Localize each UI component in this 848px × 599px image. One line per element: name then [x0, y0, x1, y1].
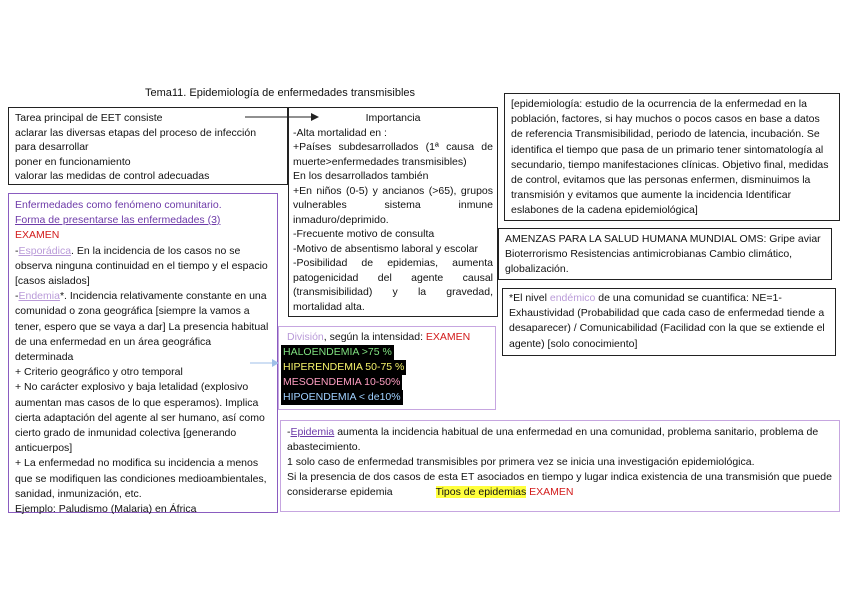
epidemic-definition [287, 425, 833, 455]
endemic-level-box [502, 288, 836, 356]
threats-box [498, 228, 832, 280]
epidemic-types-label: Tipos de epidemias [435, 486, 527, 498]
epidemiology-box [504, 93, 840, 221]
importance-line: +En niños (0-5) y ancianos (>65), grupos vulnerables sistema inmune inmaduro/deprimido. [293, 184, 493, 226]
exam-label: EXAMEN [15, 229, 60, 242]
community-subheading: Forma de presentarse las enfermedades (3) [15, 214, 221, 227]
importance-box [288, 107, 498, 317]
page-title: Tema11. Epidemiología de enfermedades transmisibles [144, 87, 416, 99]
community-bullet: + No carácter explosivo y baja letalidad (explosivo aumentan mas casos de lo que esperamos). Implica cierta adaptación del agente al ser humano, así como cierto grado de inmunidad colectiva [generando anticuerpos] [15, 381, 265, 455]
eet-line: valorar las medidas de control adecuadas [15, 170, 210, 182]
importance-line: -Motivo de absentismo laboral y escolar [293, 242, 479, 255]
community-box [8, 193, 278, 516]
epidemic-dash: - [287, 426, 291, 438]
division-keyword: División [287, 331, 324, 343]
hiperendemia-label: HIPERENDEMIA 50-75 % [283, 361, 405, 373]
community-bullet: + Criterio geográfico y otro temporal [15, 366, 183, 379]
endemic-text: *. Incidencia relativamente constante en una comunidad o zona geográfica [siempre la vamos a tener, espero que se vaya a dar] La presencia habitual de una enfermedad en un área geográfica determinada [15, 290, 269, 364]
community-heading: Enfermedades como fenómeno comunitario. [15, 199, 222, 211]
endemic-keyword: Endemia [18, 290, 60, 303]
endemic-level-prefix: *El nivel [509, 292, 550, 304]
endemic-paragraph [15, 289, 271, 365]
division-heading [281, 330, 493, 345]
importance-heading: Importancia [365, 112, 421, 124]
eet-line: poner en funcionamiento [15, 155, 131, 168]
eet-line: para desarrollar [15, 141, 89, 153]
threats-text: AMENZAS PARA LA SALUD HUMANA MUNDIAL OMS: Gripe aviar Bioterrorismo Resistencias antimicrobianas Cambio climático, globalización. [505, 233, 821, 275]
sporadic-dash: - [15, 244, 19, 257]
importance-line: En los desarrollados también [293, 170, 429, 182]
epidemic-text: aumenta la incidencia habitual de una enfermedad en una comunidad, problema sanitario, problema de abastecimiento. [287, 426, 819, 453]
arrow-icon [250, 357, 280, 369]
community-example: Ejemplo: Paludismo (Malaria) en África [15, 503, 197, 516]
division-text: , según la intensidad: [323, 331, 426, 343]
hipoendemia-label: HIPOENDEMIA < de10% [283, 391, 401, 403]
endemic-level-keyword: endémico [549, 292, 596, 304]
mesoendemia-label: MESOENDEMIA 10-50% [283, 376, 401, 388]
importance-line: -Frecuente motivo de consulta [293, 228, 435, 240]
exam-label: EXAMEN [529, 486, 574, 498]
epidemic-box [280, 420, 840, 512]
epidemic-line [287, 470, 833, 500]
epidemiology-text: [epidemiología: estudio de la ocurrencia de la enfermedad en la población, factores, si hay muchos o pocos casos en base a datos de referencia Transmisibilidad, periodo de latencia, incubación. Se identifica el tiempo que pasa de un primario tener sintomatología al secundario, tiempo manifestaciones clínicas. Objetivo final, medidas de control, evitamos que las personas enfermen, disminuimos la transmisión y evitamos que aumente la incidencia Identificar eslabones de la cadena epidemiológica] [511, 98, 829, 217]
importance-line: -Posibilidad de epidemias, aumenta patogenicidad del agente causal (transmisibilidad) y la gravedad, mortalidad alta. [293, 257, 493, 313]
sporadic-text: . En la incidencia de los casos no se observa ninguna continuidad en el tiempo y el espacio [casos aislados] [15, 244, 268, 288]
endemic-level-text: de una comunidad se cuantifica: NE=1-Exhaustividad (Probabilidad que cada caso de enfermedad tiende a desaparecer) / Comunicabilidad (Facilidad con la que se extiende el agente) [solo conocimiento] [509, 292, 825, 350]
eet-line: aclarar las diversas etapas del proceso de infección [15, 126, 257, 139]
sporadic-paragraph [15, 244, 271, 290]
division-box [278, 326, 496, 410]
sporadic-keyword: Esporádica [18, 244, 72, 257]
community-bullet: + La enfermedad no modifica su incidencia a menos que se modifiquen las condiciones medioambientales, sanidad, inmunización, etc. [15, 457, 267, 500]
epidemic-keyword: Epidemia [290, 426, 335, 438]
importance-line: -Alta mortalidad en : [293, 126, 387, 139]
epidemic-text: Si la presencia de dos casos de esta ET asociados en tiempo y lugar indica existencia de una transmisión que puede considerarse epidemia [287, 471, 832, 498]
haloendemia-label: HALOENDEMIA >75 % [283, 346, 392, 358]
eet-line: Tarea principal de EET consiste [15, 112, 163, 124]
importance-line: +Países subdesarrollados (1ª causa de muerte>enfermedades transmisibles) [293, 141, 493, 168]
epidemic-line: 1 solo caso de enfermedad transmisibles por primera vez se inicia una investigación epidemiológica. [287, 456, 755, 468]
endemic-dash: - [15, 290, 19, 303]
exam-label: EXAMEN [425, 331, 471, 343]
